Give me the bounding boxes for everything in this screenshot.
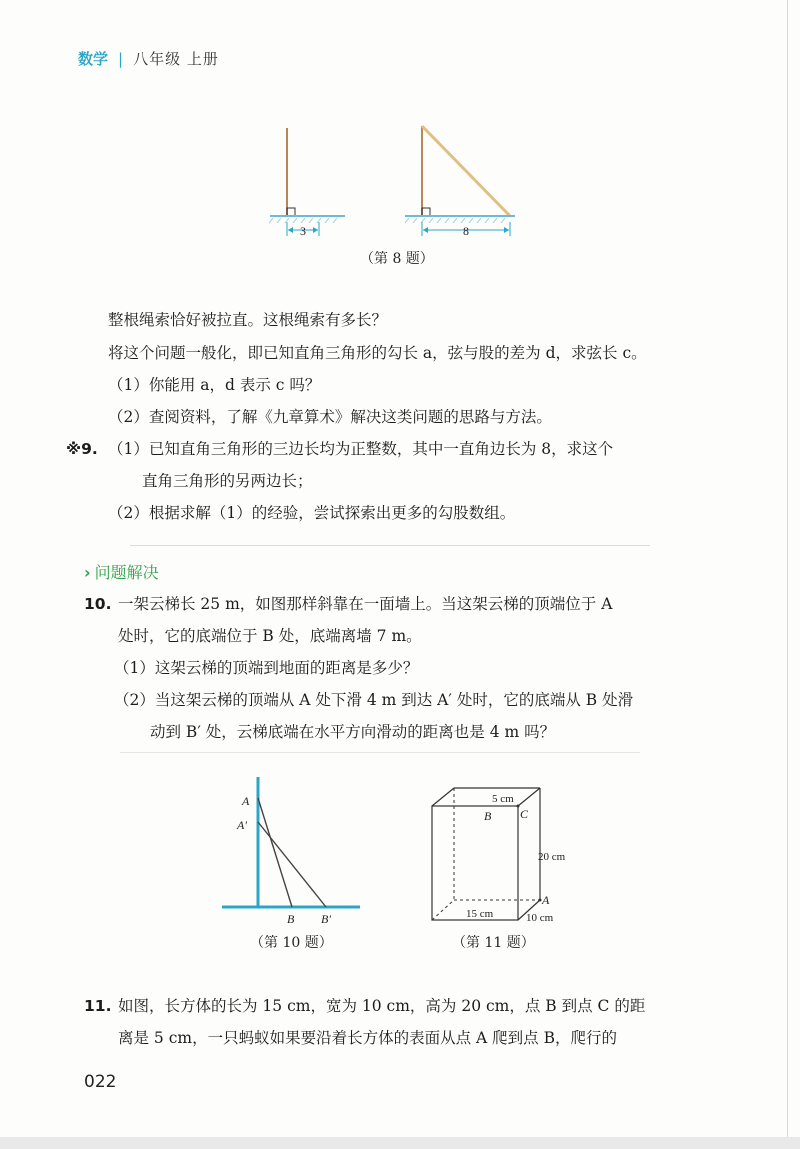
problem10-line-2: 处时，它的底端位于 B 处，底端离墙 7 m。 bbox=[118, 627, 422, 645]
section-divider bbox=[130, 545, 650, 546]
problem11-line-1: 如图，长方体的长为 15 cm，宽为 10 cm，高为 20 cm，点 B 到点 C 的距 bbox=[118, 997, 646, 1015]
problem11-line-2: 离是 5 cm，一只蚂蚁如果要沿着长方体的表面从点 A 爬到点 B，爬行的 bbox=[118, 1029, 617, 1047]
figure8-label-8: 8 bbox=[463, 224, 469, 238]
figure11-caption: （第 11 题） bbox=[452, 935, 535, 951]
problem8-line-2: 将这个问题一般化，即已知直角三角形的勾长 a，弦与股的差为 d，求弦长 c。 bbox=[108, 344, 647, 362]
figure10-label-B: B bbox=[287, 912, 295, 926]
section-heading bbox=[84, 560, 159, 583]
chevron-right-icon: › bbox=[84, 563, 91, 582]
page-number: 022 bbox=[84, 1072, 117, 1092]
figure11-label-A: A bbox=[542, 893, 550, 907]
figure11-label-B: B bbox=[484, 809, 492, 823]
problem9-number: ※9. bbox=[66, 440, 98, 458]
figure10-label-A: A bbox=[242, 794, 250, 808]
problem10-number: 10. bbox=[84, 595, 112, 613]
figure11-label-C: C bbox=[520, 807, 529, 821]
scan-edge bbox=[0, 1137, 800, 1149]
problem9-line-3: （2）根据求解（1）的经验，尝试探索出更多的勾股数组。 bbox=[108, 504, 516, 522]
problem10-line-1: 一架云梯长 25 m，如图那样斜靠在一面墙上。当这架云梯的顶端位于 A bbox=[118, 595, 613, 613]
problem8-line-1: 整根绳索恰好被拉直。这根绳索有多长？ bbox=[108, 311, 388, 329]
figure-11 bbox=[420, 780, 590, 928]
problem11-number: 11. bbox=[84, 997, 112, 1015]
figure11-label-5cm: 5 cm bbox=[492, 793, 514, 805]
problem10-line-4: （2）当这架云梯的顶端从 A 处下滑 4 m 到达 A′ 处时，它的底端从 B 处滑 bbox=[114, 691, 634, 709]
figure11-label-10cm: 10 cm bbox=[526, 912, 554, 924]
page-header bbox=[78, 48, 219, 69]
header-subject: 数学 bbox=[78, 50, 109, 68]
divider bbox=[120, 752, 640, 753]
problem9-line-2: 直角三角形的另两边长； bbox=[142, 472, 313, 490]
figure8-label-3: 3 bbox=[300, 224, 306, 238]
problem9-line-1: （1）已知直角三角形的三边长均为正整数，其中一直角边长为 8，求这个 bbox=[108, 440, 614, 458]
problem10-line-3: （1）这架云梯的顶端到地面的距离是多少？ bbox=[114, 659, 419, 677]
problem8-line-4: （2）查阅资料，了解《九章算术》解决这类问题的思路与方法。 bbox=[108, 408, 552, 426]
problem8-line-3: （1）你能用 a，d 表示 c 吗？ bbox=[108, 376, 321, 394]
header-separator: | bbox=[118, 50, 124, 68]
figure-8 bbox=[265, 118, 535, 243]
figure10-label-B-prime: B′ bbox=[321, 912, 331, 926]
section-title: 问题解决 bbox=[94, 563, 159, 582]
figure8-caption: （第 8 题） bbox=[360, 251, 434, 267]
figure11-label-15cm: 15 cm bbox=[466, 908, 494, 920]
page-edge bbox=[787, 0, 788, 1149]
figure10-label-A-prime: A′ bbox=[237, 818, 247, 832]
figure11-label-20cm: 20 cm bbox=[538, 851, 566, 863]
figure-10 bbox=[222, 772, 372, 932]
header-grade: 八年级 上册 bbox=[133, 50, 219, 68]
problem10-line-5: 动到 B′ 处，云梯底端在水平方向滑动的距离也是 4 m 吗？ bbox=[150, 723, 556, 741]
figure10-caption: （第 10 题） bbox=[250, 935, 333, 951]
